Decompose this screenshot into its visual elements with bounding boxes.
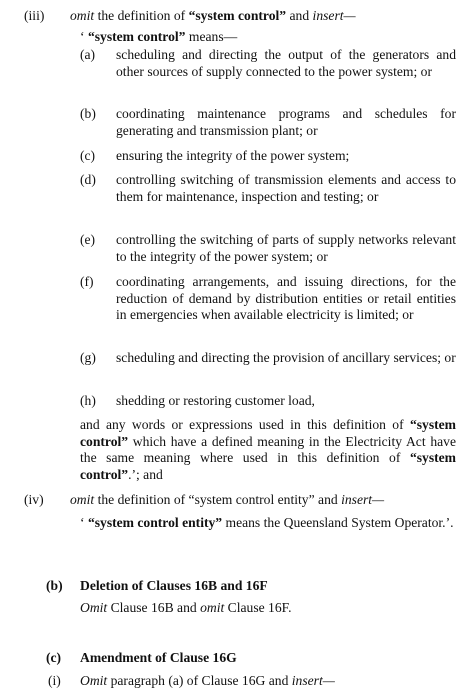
amendment-iii-text: omit the definition of “system control” and insert— (70, 8, 356, 23)
amendment-i-text: Omit paragraph (a) of Clause 16G and insert— (80, 673, 335, 688)
definition-system-control-entity: ‘ “system control entity” means the Queensland System Operator.’. (80, 515, 454, 530)
item-h-text: shedding or restoring customer load, (116, 393, 315, 408)
item-f-number: (f) (80, 274, 94, 289)
item-f-text: coordinating arrangements, and issuing directions, for the reduction of demand by distribution entities or retail entities in emergencies when available electricity is limited; or (116, 274, 456, 322)
section-b-number: (b) (46, 578, 63, 593)
item-d-number: (d) (80, 172, 96, 187)
definition-system-control-heading: ‘ “system control” means— (80, 29, 238, 44)
section-b-body: Omit Clause 16B and omit Clause 16F. (80, 600, 292, 615)
item-b-text: coordinating maintenance programs and schedules for generating and transmission plant; or (116, 106, 456, 138)
item-c-text: ensuring the integrity of the power system; (116, 148, 350, 163)
item-a-number: (a) (80, 47, 96, 62)
item-g-text: scheduling and directing the provision of ancillary services; or (116, 350, 456, 365)
section-c-number: (c) (46, 650, 62, 665)
item-d-text: controlling switching of transmission elements and access to them for maintenance, inspection and testing; or (116, 172, 456, 204)
item-e-text: controlling the switching of parts of supply networks relevant to the integrity of the power system; or (116, 232, 456, 264)
item-a-text: scheduling and directing the output of the generators and other sources of supply connected to the power system; or (116, 47, 456, 79)
section-b-title: Deletion of Clauses 16B and 16F (80, 578, 268, 593)
item-h-number: (h) (80, 393, 96, 408)
item-b-number: (b) (80, 106, 96, 121)
amendment-i-number: (i) (48, 673, 61, 688)
amendment-iv-number: (iv) (24, 492, 44, 507)
amendment-iv-text: omit the definition of “system control entity” and insert— (70, 492, 385, 507)
definition-closing-paragraph: and any words or expressions used in this definition of “system control” which have a defined meaning in the Electricity Act have the same meaning where used in this definition of “system control”.’; and (80, 417, 456, 482)
item-g-number: (g) (80, 350, 96, 365)
item-c-number: (c) (80, 148, 96, 163)
item-e-number: (e) (80, 232, 96, 247)
amendment-iii-number: (iii) (24, 8, 45, 23)
section-c-title: Amendment of Clause 16G (80, 650, 237, 665)
